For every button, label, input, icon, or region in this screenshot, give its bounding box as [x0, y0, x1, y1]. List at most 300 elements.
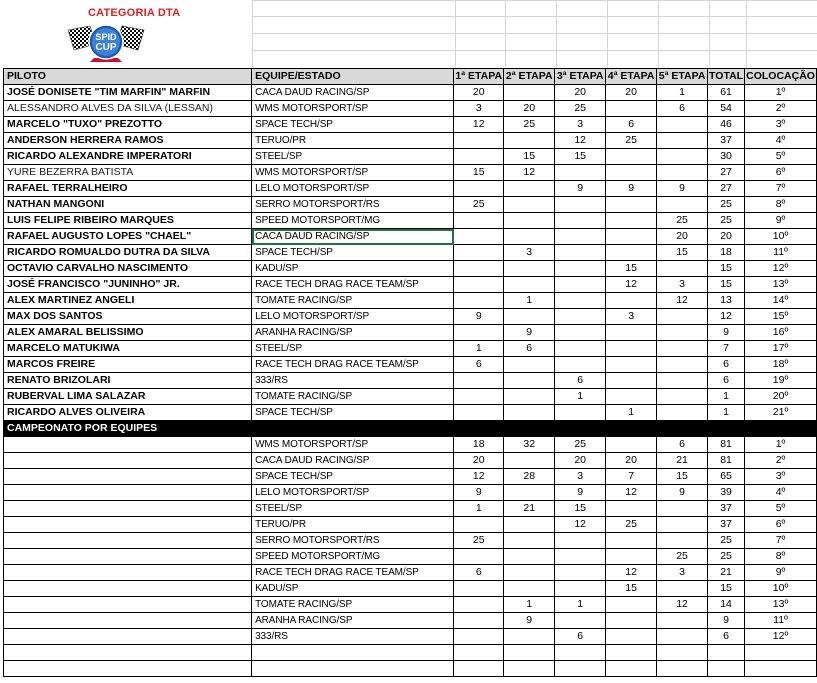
etapa-cell[interactable]: 1 — [555, 389, 606, 405]
etapa-cell[interactable] — [504, 533, 555, 549]
teams-section-title[interactable]: CAMPEONATO POR EQUIPES — [4, 421, 817, 437]
etapa-cell[interactable]: 20 — [657, 229, 708, 245]
etapa-cell[interactable]: 1 — [555, 597, 606, 613]
equipe-cell[interactable]: ARANHA RACING/SP — [252, 325, 454, 341]
etapa-cell[interactable]: 9 — [454, 309, 504, 325]
etapa-cell[interactable] — [606, 197, 657, 213]
total-cell[interactable]: 20 — [708, 229, 745, 245]
etapa-cell[interactable]: 12 — [657, 293, 708, 309]
empty-cell[interactable] — [4, 517, 252, 533]
etapa-cell[interactable]: 12 — [606, 485, 657, 501]
etapa-cell[interactable] — [454, 277, 504, 293]
equipe-cell[interactable]: CACA DAUD RACING/SP — [252, 85, 454, 101]
equipe-cell[interactable]: WMS MOTORSPORT/SP — [252, 165, 454, 181]
etapa-cell[interactable] — [555, 309, 606, 325]
total-cell[interactable]: 54 — [708, 101, 745, 117]
etapa-cell[interactable] — [454, 325, 504, 341]
etapa-cell[interactable] — [657, 501, 708, 517]
etapa-cell[interactable] — [606, 629, 657, 645]
colocacao-cell[interactable] — [745, 357, 817, 373]
etapa-cell[interactable]: 20 — [454, 85, 504, 101]
header-total[interactable]: TOTAL — [708, 69, 745, 85]
etapa-cell[interactable] — [657, 373, 708, 389]
etapa-cell[interactable]: 9 — [504, 613, 555, 629]
piloto-cell[interactable]: NATHAN MANGONI — [4, 197, 252, 213]
etapa-cell[interactable]: 20 — [504, 101, 555, 117]
total-cell[interactable]: 27 — [708, 165, 745, 181]
total-cell[interactable]: 37 — [708, 517, 745, 533]
empty-cell[interactable] — [454, 645, 504, 661]
etapa-cell[interactable]: 15 — [504, 149, 555, 165]
etapa-cell[interactable] — [504, 309, 555, 325]
etapa-cell[interactable] — [504, 229, 555, 245]
colocacao-cell[interactable] — [745, 453, 817, 469]
etapa-cell[interactable] — [504, 261, 555, 277]
etapa-cell[interactable] — [606, 437, 657, 453]
etapa-cell[interactable] — [657, 165, 708, 181]
etapa-cell[interactable]: 6 — [555, 629, 606, 645]
etapa-cell[interactable]: 1 — [657, 85, 708, 101]
equipe-cell[interactable]: LELO MOTORSPORT/SP — [252, 485, 454, 501]
total-cell[interactable]: 1 — [708, 389, 745, 405]
total-cell[interactable]: 46 — [708, 117, 745, 133]
etapa-cell[interactable] — [504, 517, 555, 533]
etapa-cell[interactable]: 9 — [606, 181, 657, 197]
etapa-cell[interactable] — [657, 197, 708, 213]
etapa-cell[interactable]: 1 — [504, 597, 555, 613]
etapa-cell[interactable]: 9 — [504, 325, 555, 341]
colocacao-cell[interactable] — [745, 245, 817, 261]
etapa-cell[interactable] — [555, 293, 606, 309]
etapa-cell[interactable]: 12 — [606, 277, 657, 293]
etapa-cell[interactable]: 3 — [454, 101, 504, 117]
etapa-cell[interactable]: 18 — [454, 437, 504, 453]
etapa-cell[interactable] — [606, 501, 657, 517]
equipe-cell[interactable]: STEEL/SP — [252, 149, 454, 165]
etapa-cell[interactable] — [606, 213, 657, 229]
etapa-cell[interactable]: 15 — [606, 261, 657, 277]
etapa-cell[interactable] — [555, 325, 606, 341]
total-cell[interactable]: 65 — [708, 469, 745, 485]
etapa-cell[interactable]: 12 — [657, 597, 708, 613]
etapa-cell[interactable]: 21 — [657, 453, 708, 469]
equipe-cell[interactable]: CACA DAUD RACING/SP — [252, 229, 454, 245]
etapa-cell[interactable] — [657, 405, 708, 421]
etapa-cell[interactable]: 6 — [606, 117, 657, 133]
etapa-cell[interactable] — [555, 245, 606, 261]
header-equipe[interactable]: EQUIPE/ESTADO — [252, 69, 454, 85]
piloto-cell[interactable]: OCTAVIO CARVALHO NASCIMENTO — [4, 261, 252, 277]
etapa-cell[interactable]: 6 — [504, 341, 555, 357]
etapa-cell[interactable]: 32 — [504, 437, 555, 453]
total-cell[interactable]: 25 — [708, 197, 745, 213]
empty-cell[interactable] — [4, 533, 252, 549]
etapa-cell[interactable]: 3 — [606, 309, 657, 325]
etapa-cell[interactable]: 6 — [454, 565, 504, 581]
etapa-cell[interactable] — [606, 613, 657, 629]
etapa-cell[interactable]: 25 — [504, 117, 555, 133]
colocacao-cell[interactable] — [745, 341, 817, 357]
empty-cell[interactable] — [504, 645, 555, 661]
etapa-cell[interactable] — [504, 133, 555, 149]
etapa-cell[interactable]: 25 — [454, 533, 504, 549]
etapa-cell[interactable] — [657, 117, 708, 133]
etapa-cell[interactable] — [606, 389, 657, 405]
total-cell[interactable]: 15 — [708, 261, 745, 277]
equipe-cell[interactable]: 333/RS — [252, 629, 454, 645]
etapa-cell[interactable] — [454, 405, 504, 421]
etapa-cell[interactable] — [606, 293, 657, 309]
etapa-cell[interactable] — [454, 293, 504, 309]
etapa-cell[interactable] — [504, 277, 555, 293]
etapa-cell[interactable] — [606, 357, 657, 373]
etapa-cell[interactable]: 6 — [657, 437, 708, 453]
total-cell[interactable]: 37 — [708, 133, 745, 149]
empty-cell[interactable] — [252, 645, 454, 661]
equipe-cell[interactable]: WMS MOTORSPORT/SP — [252, 101, 454, 117]
etapa-cell[interactable] — [606, 101, 657, 117]
etapa-cell[interactable]: 12 — [504, 165, 555, 181]
etapa-cell[interactable] — [555, 533, 606, 549]
equipe-cell[interactable]: RACE TECH DRAG RACE TEAM/SP — [252, 357, 454, 373]
etapa-cell[interactable] — [454, 213, 504, 229]
etapa-cell[interactable]: 25 — [657, 213, 708, 229]
empty-cell[interactable] — [4, 581, 252, 597]
total-cell[interactable]: 25 — [708, 533, 745, 549]
piloto-cell[interactable]: RICARDO ROMUALDO DUTRA DA SILVA — [4, 245, 252, 261]
etapa-cell[interactable]: 12 — [555, 517, 606, 533]
etapa-cell[interactable]: 3 — [555, 469, 606, 485]
etapa-cell[interactable]: 20 — [555, 453, 606, 469]
equipe-cell[interactable]: TERUO/PR — [252, 517, 454, 533]
etapa-cell[interactable] — [555, 341, 606, 357]
etapa-cell[interactable] — [606, 597, 657, 613]
colocacao-cell[interactable] — [745, 485, 817, 501]
equipe-cell[interactable]: STEEL/SP — [252, 501, 454, 517]
piloto-cell[interactable]: RAFAEL TERRALHEIRO — [4, 181, 252, 197]
colocacao-cell[interactable] — [745, 149, 817, 165]
piloto-cell[interactable]: MARCELO "TUXO" PREZOTTO — [4, 117, 252, 133]
equipe-cell[interactable]: RACE TECH DRAG RACE TEAM/SP — [252, 565, 454, 581]
etapa-cell[interactable]: 25 — [555, 101, 606, 117]
colocacao-cell[interactable] — [745, 197, 817, 213]
etapa-cell[interactable] — [555, 613, 606, 629]
etapa-cell[interactable] — [606, 341, 657, 357]
etapa-cell[interactable] — [657, 133, 708, 149]
etapa-cell[interactable] — [606, 325, 657, 341]
equipe-cell[interactable]: KADU/SP — [252, 581, 454, 597]
colocacao-cell[interactable] — [745, 405, 817, 421]
colocacao-cell[interactable] — [745, 613, 817, 629]
etapa-cell[interactable] — [504, 485, 555, 501]
etapa-cell[interactable]: 20 — [454, 453, 504, 469]
etapa-cell[interactable] — [504, 181, 555, 197]
empty-cell[interactable] — [4, 565, 252, 581]
piloto-cell[interactable]: MAX DOS SANTOS — [4, 309, 252, 325]
etapa-cell[interactable] — [454, 629, 504, 645]
etapa-cell[interactable] — [504, 581, 555, 597]
etapa-cell[interactable] — [657, 389, 708, 405]
etapa-cell[interactable]: 1 — [454, 501, 504, 517]
colocacao-cell[interactable] — [745, 229, 817, 245]
etapa-cell[interactable]: 20 — [606, 85, 657, 101]
etapa-cell[interactable] — [555, 581, 606, 597]
equipe-cell[interactable]: SPEED MOTORSPORT/MG — [252, 549, 454, 565]
empty-cell[interactable] — [4, 597, 252, 613]
empty-cell[interactable] — [504, 661, 555, 677]
etapa-cell[interactable]: 25 — [606, 517, 657, 533]
total-cell[interactable]: 9 — [708, 325, 745, 341]
equipe-cell[interactable]: TOMATE RACING/SP — [252, 597, 454, 613]
etapa-cell[interactable]: 25 — [606, 133, 657, 149]
equipe-cell[interactable]: KADU/SP — [252, 261, 454, 277]
equipe-cell[interactable]: RACE TECH DRAG RACE TEAM/SP — [252, 277, 454, 293]
etapa-cell[interactable] — [454, 373, 504, 389]
total-cell[interactable]: 13 — [708, 293, 745, 309]
etapa-cell[interactable] — [606, 245, 657, 261]
colocacao-cell[interactable] — [745, 117, 817, 133]
etapa-cell[interactable] — [504, 629, 555, 645]
piloto-cell[interactable]: RUBERVAL LIMA SALAZAR — [4, 389, 252, 405]
piloto-cell[interactable]: LUIS FELIPE RIBEIRO MARQUES — [4, 213, 252, 229]
etapa-cell[interactable]: 3 — [657, 277, 708, 293]
equipe-cell[interactable]: SPACE TECH/SP — [252, 117, 454, 133]
etapa-cell[interactable] — [657, 341, 708, 357]
empty-cell[interactable] — [4, 629, 252, 645]
colocacao-cell[interactable] — [745, 309, 817, 325]
etapa-cell[interactable] — [454, 613, 504, 629]
colocacao-cell[interactable] — [745, 565, 817, 581]
etapa-cell[interactable] — [555, 357, 606, 373]
etapa-cell[interactable] — [657, 581, 708, 597]
etapa-cell[interactable]: 12 — [555, 133, 606, 149]
etapa-cell[interactable] — [606, 149, 657, 165]
etapa-cell[interactable] — [555, 277, 606, 293]
etapa-cell[interactable]: 15 — [657, 469, 708, 485]
equipe-cell[interactable]: WMS MOTORSPORT/SP — [252, 437, 454, 453]
etapa-cell[interactable] — [606, 549, 657, 565]
colocacao-cell[interactable] — [745, 581, 817, 597]
empty-cell[interactable] — [4, 645, 252, 661]
equipe-cell[interactable]: LELO MOTORSPORT/SP — [252, 181, 454, 197]
header-etapa-4[interactable]: 4ª ETAPA — [606, 69, 657, 85]
etapa-cell[interactable] — [606, 165, 657, 181]
total-cell[interactable]: 25 — [708, 549, 745, 565]
colocacao-cell[interactable] — [745, 261, 817, 277]
etapa-cell[interactable] — [454, 245, 504, 261]
etapa-cell[interactable] — [504, 197, 555, 213]
etapa-cell[interactable] — [657, 149, 708, 165]
etapa-cell[interactable]: 15 — [657, 245, 708, 261]
etapa-cell[interactable] — [504, 213, 555, 229]
piloto-cell[interactable]: MARCELO MATUKIWA — [4, 341, 252, 357]
header-etapa-5[interactable]: 5ª ETAPA — [657, 69, 708, 85]
etapa-cell[interactable]: 15 — [454, 165, 504, 181]
empty-cell[interactable] — [555, 645, 606, 661]
total-cell[interactable]: 61 — [708, 85, 745, 101]
etapa-cell[interactable] — [454, 181, 504, 197]
etapa-cell[interactable]: 3 — [657, 565, 708, 581]
colocacao-cell[interactable] — [745, 181, 817, 197]
etapa-cell[interactable] — [454, 261, 504, 277]
empty-cell[interactable] — [657, 645, 708, 661]
total-cell[interactable]: 27 — [708, 181, 745, 197]
etapa-cell[interactable] — [555, 565, 606, 581]
equipe-cell[interactable]: 333/RS — [252, 373, 454, 389]
total-cell[interactable]: 14 — [708, 597, 745, 613]
etapa-cell[interactable]: 25 — [454, 197, 504, 213]
total-cell[interactable]: 12 — [708, 309, 745, 325]
etapa-cell[interactable]: 1 — [454, 341, 504, 357]
etapa-cell[interactable] — [555, 549, 606, 565]
empty-cell[interactable] — [252, 661, 454, 677]
colocacao-cell[interactable] — [745, 277, 817, 293]
etapa-cell[interactable]: 20 — [555, 85, 606, 101]
etapa-cell[interactable] — [454, 549, 504, 565]
etapa-cell[interactable]: 25 — [555, 437, 606, 453]
equipe-cell[interactable]: SPACE TECH/SP — [252, 405, 454, 421]
etapa-cell[interactable] — [454, 133, 504, 149]
etapa-cell[interactable]: 1 — [606, 405, 657, 421]
etapa-cell[interactable]: 15 — [555, 501, 606, 517]
colocacao-cell[interactable] — [745, 517, 817, 533]
colocacao-cell[interactable] — [745, 165, 817, 181]
etapa-cell[interactable] — [606, 229, 657, 245]
etapa-cell[interactable] — [454, 149, 504, 165]
etapa-cell[interactable]: 12 — [606, 565, 657, 581]
etapa-cell[interactable]: 12 — [454, 117, 504, 133]
etapa-cell[interactable]: 9 — [555, 485, 606, 501]
equipe-cell[interactable]: SERRO MOTORSPORT/RS — [252, 533, 454, 549]
piloto-cell[interactable]: ALEX MARTINEZ ANGELI — [4, 293, 252, 309]
header-etapa-2[interactable]: 2ª ETAPA — [504, 69, 555, 85]
header-colocacao[interactable]: COLOCAÇÃO — [745, 69, 817, 85]
total-cell[interactable]: 81 — [708, 453, 745, 469]
etapa-cell[interactable]: 21 — [504, 501, 555, 517]
empty-cell[interactable] — [4, 661, 252, 677]
equipe-cell[interactable]: TERUO/PR — [252, 133, 454, 149]
colocacao-cell[interactable] — [745, 597, 817, 613]
colocacao-cell[interactable] — [745, 85, 817, 101]
colocacao-cell[interactable] — [745, 389, 817, 405]
empty-cell[interactable] — [4, 501, 252, 517]
empty-cell[interactable] — [4, 437, 252, 453]
colocacao-cell[interactable] — [745, 373, 817, 389]
etapa-cell[interactable]: 6 — [454, 357, 504, 373]
etapa-cell[interactable]: 15 — [555, 149, 606, 165]
piloto-cell[interactable]: RAFAEL AUGUSTO LOPES "CHAEL" — [4, 229, 252, 245]
etapa-cell[interactable] — [504, 357, 555, 373]
total-cell[interactable]: 18 — [708, 245, 745, 261]
etapa-cell[interactable] — [657, 325, 708, 341]
colocacao-cell[interactable] — [745, 133, 817, 149]
piloto-cell[interactable]: JOSÉ FRANCISCO "JUNINHO" JR. — [4, 277, 252, 293]
etapa-cell[interactable] — [504, 453, 555, 469]
etapa-cell[interactable]: 25 — [657, 549, 708, 565]
total-cell[interactable]: 81 — [708, 437, 745, 453]
equipe-cell[interactable]: TOMATE RACING/SP — [252, 293, 454, 309]
etapa-cell[interactable] — [555, 213, 606, 229]
total-cell[interactable]: 25 — [708, 213, 745, 229]
etapa-cell[interactable] — [504, 85, 555, 101]
colocacao-cell[interactable] — [745, 101, 817, 117]
total-cell[interactable]: 15 — [708, 581, 745, 597]
etapa-cell[interactable]: 7 — [606, 469, 657, 485]
total-cell[interactable]: 37 — [708, 501, 745, 517]
colocacao-cell[interactable] — [745, 549, 817, 565]
etapa-cell[interactable]: 12 — [454, 469, 504, 485]
colocacao-cell[interactable] — [745, 629, 817, 645]
etapa-cell[interactable] — [606, 373, 657, 389]
etapa-cell[interactable]: 20 — [606, 453, 657, 469]
etapa-cell[interactable] — [454, 517, 504, 533]
equipe-cell[interactable]: STEEL/SP — [252, 341, 454, 357]
etapa-cell[interactable] — [555, 197, 606, 213]
etapa-cell[interactable] — [504, 549, 555, 565]
etapa-cell[interactable] — [657, 517, 708, 533]
etapa-cell[interactable]: 15 — [606, 581, 657, 597]
total-cell[interactable]: 6 — [708, 357, 745, 373]
empty-cell[interactable] — [4, 453, 252, 469]
piloto-cell[interactable]: ANDERSON HERRERA RAMOS — [4, 133, 252, 149]
empty-cell[interactable] — [4, 469, 252, 485]
etapa-cell[interactable] — [657, 613, 708, 629]
empty-cell[interactable] — [454, 661, 504, 677]
etapa-cell[interactable]: 3 — [555, 117, 606, 133]
empty-cell[interactable] — [4, 485, 252, 501]
piloto-cell[interactable]: ALEX AMARAL BELISSIMO — [4, 325, 252, 341]
etapa-cell[interactable] — [504, 389, 555, 405]
etapa-cell[interactable] — [555, 261, 606, 277]
piloto-cell[interactable]: JOSÉ DONISETE "TIM MARFIN" MARFIN — [4, 85, 252, 101]
etapa-cell[interactable] — [657, 533, 708, 549]
etapa-cell[interactable] — [657, 357, 708, 373]
header-etapa-1[interactable]: 1ª ETAPA — [454, 69, 504, 85]
etapa-cell[interactable]: 9 — [657, 181, 708, 197]
total-cell[interactable]: 7 — [708, 341, 745, 357]
etapa-cell[interactable]: 3 — [504, 245, 555, 261]
equipe-cell[interactable]: LELO MOTORSPORT/SP — [252, 309, 454, 325]
empty-cell[interactable] — [606, 661, 657, 677]
equipe-cell[interactable]: SPACE TECH/SP — [252, 469, 454, 485]
equipe-cell[interactable]: TOMATE RACING/SP — [252, 389, 454, 405]
empty-cell[interactable] — [4, 549, 252, 565]
total-cell[interactable]: 1 — [708, 405, 745, 421]
piloto-cell[interactable]: YURE BEZERRA BATISTA — [4, 165, 252, 181]
total-cell[interactable]: 6 — [708, 373, 745, 389]
etapa-cell[interactable] — [555, 229, 606, 245]
empty-cell[interactable] — [4, 613, 252, 629]
equipe-cell[interactable]: ARANHA RACING/SP — [252, 613, 454, 629]
etapa-cell[interactable]: 9 — [454, 485, 504, 501]
etapa-cell[interactable]: 6 — [555, 373, 606, 389]
etapa-cell[interactable] — [657, 261, 708, 277]
equipe-cell[interactable]: CACA DAUD RACING/SP — [252, 453, 454, 469]
colocacao-cell[interactable] — [745, 469, 817, 485]
etapa-cell[interactable]: 1 — [504, 293, 555, 309]
total-cell[interactable]: 39 — [708, 485, 745, 501]
equipe-cell[interactable]: SPACE TECH/SP — [252, 245, 454, 261]
header-piloto[interactable]: PILOTO — [4, 69, 252, 85]
empty-cell[interactable] — [606, 645, 657, 661]
empty-cell[interactable] — [745, 661, 817, 677]
colocacao-cell[interactable] — [745, 437, 817, 453]
etapa-cell[interactable] — [454, 229, 504, 245]
total-cell[interactable]: 9 — [708, 613, 745, 629]
etapa-cell[interactable] — [454, 581, 504, 597]
empty-cell[interactable] — [745, 645, 817, 661]
etapa-cell[interactable] — [657, 629, 708, 645]
